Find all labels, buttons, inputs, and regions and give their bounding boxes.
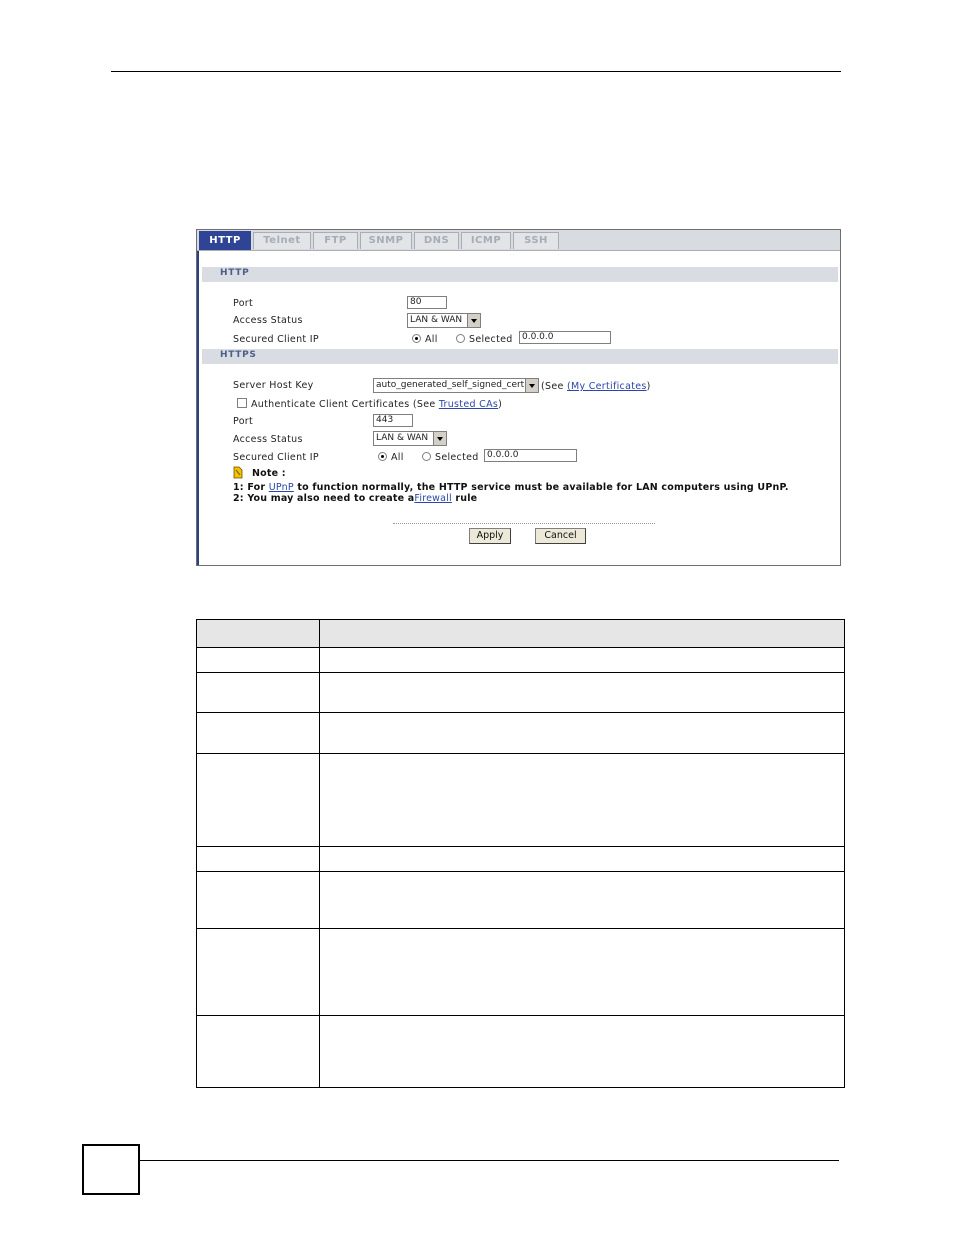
table-cell [197,847,320,872]
table-row [197,673,845,713]
trusted-cas-link[interactable]: Trusted CAs [438,399,499,410]
table-row [197,847,845,872]
upnp-link[interactable]: UPnP [268,482,294,493]
https-port-input[interactable]: 443 [373,414,413,427]
http-all-radio[interactable] [412,334,421,343]
http-access-label: Access Status [233,315,303,326]
table-row [197,648,845,673]
table-cell [197,713,320,754]
cancel-button[interactable]: Cancel [535,528,586,544]
authenticate-client-label [251,399,502,410]
chevron-down-icon [467,314,480,327]
table-cell [197,648,320,673]
table-cell [320,847,845,872]
https-access-label: Access Status [233,434,303,445]
table-cell [197,872,320,929]
field-description-table [196,619,845,1088]
trusted-close-text: ) [498,399,503,410]
https-ip-input[interactable]: 0.0.0.0 [484,449,577,462]
http-selected-radio[interactable] [456,334,465,343]
http-section-title: HTTP [220,268,250,278]
panel-left-edge [197,230,199,565]
table-cell [320,673,845,713]
http-section-header [202,267,838,282]
footer-rule [140,1160,839,1161]
table-cell [197,673,320,713]
remote-management-http-screen [196,229,841,566]
table-cell [320,754,845,847]
https-host-key-select[interactable] [373,378,539,393]
https-host-key-label: Server Host Key [233,380,314,391]
https-access-value: LAN & WAN [376,433,429,443]
see-open-text: (See [541,381,564,392]
tab-telnet[interactable]: Telnet [253,232,311,249]
http-ip-input[interactable]: 0.0.0.0 [519,331,611,344]
https-selected-label: Selected [435,452,479,463]
tab-dns[interactable]: DNS [414,232,459,249]
https-secured-label: Secured Client IP [233,452,319,463]
button-divider [393,523,655,524]
see-close-text: ) [646,381,651,392]
tab-ftp[interactable]: FTP [313,232,358,249]
table-row [197,713,845,754]
table-header-row [197,620,845,648]
note-pencil-icon [232,466,244,479]
https-selected-radio[interactable] [422,452,431,461]
table-cell [320,648,845,673]
page-number-box [82,1144,140,1195]
table-cell [197,754,320,847]
table-cell [320,1016,845,1088]
tab-http[interactable]: HTTP [199,231,251,250]
http-selected-label: Selected [469,334,513,345]
http-port-input[interactable]: 80 [407,296,447,309]
tab-icmp[interactable]: ICMP [461,232,511,249]
note-line-1-suffix: to function normally, the HTTP service must be available for LAN computers using UPnP. [297,482,789,493]
table-row [197,872,845,929]
table-cell [197,1016,320,1088]
note-line-1-prefix: 1: For [233,482,266,493]
table-cell [197,929,320,1016]
https-section-title: HTTPS [220,350,257,360]
https-section-header [202,349,838,364]
table-cell [320,872,845,929]
https-port-label: Port [233,416,254,427]
http-access-value: LAN & WAN [410,315,463,325]
note-line-1 [233,482,789,493]
table-cell [197,620,320,648]
firewall-link[interactable]: Firewall [414,493,452,504]
header-rule [111,71,841,72]
http-access-select[interactable] [407,313,481,328]
http-port-label: Port [233,298,254,309]
table-cell [320,713,845,754]
note-title: Note : [252,468,286,479]
table-cell [320,620,845,648]
chevron-down-icon [433,432,446,445]
https-access-select[interactable] [373,431,447,446]
note-line-2 [233,493,477,504]
http-secured-label: Secured Client IP [233,334,319,345]
my-certificates-link[interactable]: (My Certificates [566,381,647,392]
table-row [197,929,845,1016]
https-host-key-value: auto_generated_self_signed_cert [376,380,525,390]
https-see-certs [541,381,651,392]
authenticate-client-text: Authenticate Client Certificates (See [251,399,436,410]
tab-ssh[interactable]: SSH [513,232,559,249]
note-line-2-prefix: 2: You may also need to create a [233,493,415,504]
table-row [197,1016,845,1088]
table-row [197,754,845,847]
https-all-radio[interactable] [378,452,387,461]
chevron-down-icon [525,379,538,392]
http-all-label: All [425,334,438,345]
table-cell [320,929,845,1016]
apply-button[interactable]: Apply [469,528,511,544]
tab-snmp[interactable]: SNMP [360,232,412,249]
tab-bar [197,230,840,251]
note-line-2-suffix: rule [455,493,478,504]
https-all-label: All [391,452,404,463]
authenticate-client-checkbox[interactable] [237,398,247,408]
